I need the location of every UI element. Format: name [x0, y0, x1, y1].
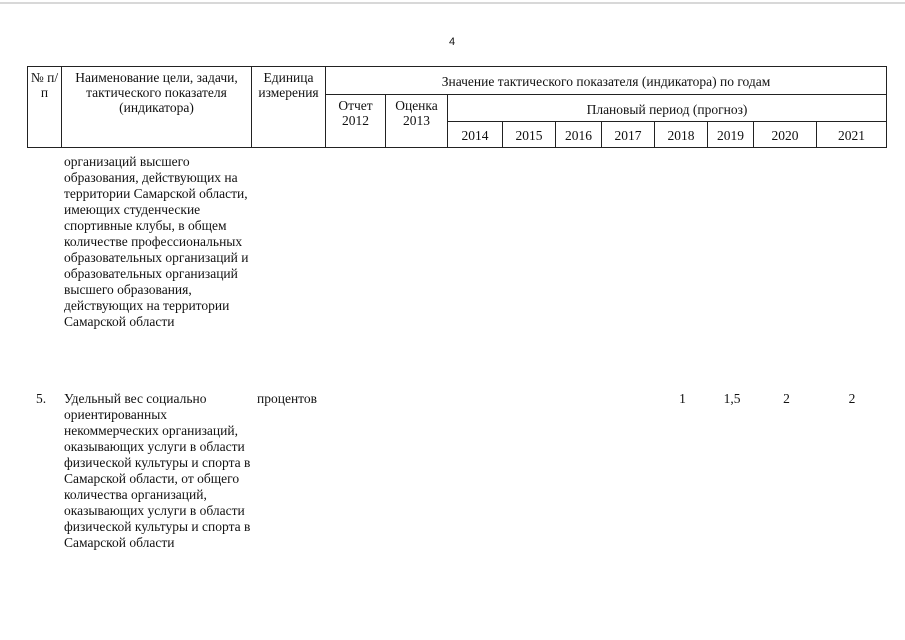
header-year-2014: 2014: [448, 122, 503, 148]
indicator-table-header: [27, 66, 887, 148]
header-year-2021: 2021: [817, 122, 887, 148]
header-plan-period: Плановый период (прогноз): [448, 95, 887, 122]
header-year-2015: 2015: [503, 122, 556, 148]
header-number: № п/п: [28, 67, 62, 148]
row5-name: Удельный вес социально ориентированных некоммерческих организаций, оказывающих услуги в области физической культуры и спорта в Самарской области, от общего количества организаций, оказывающих услуги в области физической культуры и спорта в Самарской области: [64, 391, 251, 550]
header-year-2018: 2018: [655, 122, 708, 148]
header-unit: Единица измерения: [252, 67, 326, 148]
header-year-2016: 2016: [556, 122, 602, 148]
page-number: 4: [448, 36, 456, 48]
header-year-2019: 2019: [708, 122, 754, 148]
row5-unit: процентов: [257, 391, 318, 406]
row5-value-2019: 1,5: [723, 391, 741, 406]
header-estimate-2013: Оценка 2013: [386, 95, 448, 148]
header-name: Наименование цели, задачи, тактического показателя (индикатора): [62, 67, 252, 148]
row5-value-2018: 1: [679, 391, 686, 406]
row5-value-2021: 2: [848, 391, 856, 406]
header-year-2020: 2020: [754, 122, 817, 148]
header-year-2017: 2017: [602, 122, 655, 148]
header-report-2012: Отчет 2012: [326, 95, 386, 148]
row5-value-2020: 2: [783, 391, 790, 406]
header-values-by-year: Значение тактического показателя (индикатора) по годам: [326, 67, 887, 95]
row5-number: 5.: [36, 391, 47, 406]
top-scan-edge: [0, 2, 905, 4]
continuation-row-name: организаций высшего образования, действующих на территории Самарской области, имеющих студенческие спортивные клубы, в общем количестве профессиональных образовательных организаций и образовательных организаций высшего образования, действующих на территории Самарской области: [64, 154, 249, 329]
